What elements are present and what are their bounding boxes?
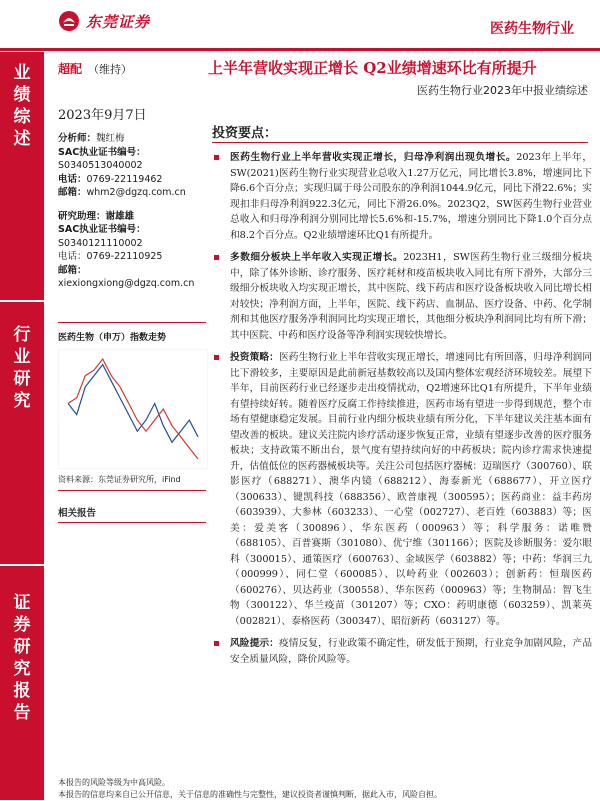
analyst-cert-label: SAC执业证书编号： xyxy=(58,146,146,158)
key-points-title: 投资要点： xyxy=(212,126,278,141)
analyst-info xyxy=(58,132,208,291)
assistant-cert: S0340121110002 xyxy=(58,237,143,249)
band-separator xyxy=(0,564,44,566)
assistant-name: 研究助理：谢雄雄 xyxy=(58,210,135,222)
section-rule xyxy=(58,522,206,523)
report-title: 上半年营收实现正增长 Q2业绩增速环比有所提升 xyxy=(208,59,537,77)
key-point: 风险提示：疫情反复，行业政策不确定性，研发低于预期，行业竞争加剧风险，产品安全质量风险，降价风险等。 xyxy=(212,636,592,667)
key-points-list xyxy=(212,150,592,674)
footer-line: 本报告的信息均来自已公开信息，关于信息的准确性与完整性，建议投资者谨慎判断，据此入市，风险自担。 xyxy=(58,790,442,799)
rating-label: 超配 xyxy=(58,62,83,76)
page-header xyxy=(0,0,600,50)
section-rule xyxy=(58,490,206,491)
band-label-report: 证 券 研 究 报 告 xyxy=(13,593,31,723)
disclaimer-footer xyxy=(58,777,442,801)
assistant-email[interactable]: xiexiongxiong@dgzq.com.cn xyxy=(58,278,195,289)
band-separator xyxy=(0,300,44,302)
analyst-phone-line: 电话：0769-22119462 xyxy=(58,173,163,185)
chart-source: 资料来源：东莞证券研究所，iFind xyxy=(58,475,181,484)
chart-plot xyxy=(58,349,208,469)
band-label-industry: 行 业 研 究 xyxy=(13,325,31,411)
key-point: 医药生物行业上半年营收实现正增长，归母净利润出现负增长。2023年上半年，SW(2021)医药生物行业实现营业总收入1.27万亿元，同比增长3.8%，增速同比下降6.6个百分点；实现归属于母公司股东的净利润1044.9亿元，同比下滑22.6%；实现扣非归母净利润922.3亿元，同比下滑26.0%。2023Q2，SW医药生物行业营业总收入和归母净利润分别同比增长5.6%和-15.7%，增速分别同比下降1.0个百分点和8.2个百分点。Q2业绩增速环比Q1有所提升。 xyxy=(212,150,592,243)
footer-line: 本报告的风险等级为中高风险。 xyxy=(58,778,170,787)
report-date: 2023年9月7日 xyxy=(58,108,147,123)
analyst-email-line: 邮箱：whm2@dgzq.com.cn xyxy=(58,187,186,198)
related-reports-heading: 相关报告 xyxy=(58,508,97,519)
analyst-cert: S0340513040002 xyxy=(58,160,143,171)
key-point: 投资策略：医药生物行业上半年营收实现正增长，增速同比有所回落，归母净利润同比下滑较多，主要原因是此前新冠基数较高以及国内整体宏观经济环境较差。展望下半年，目前医药行业已经逐步走出疫情扰动，Q2增速环比Q1有所提升，下半年业绩有望持续好转。随着医疗反腐工作持续推进，医药市场有望进一步得到规范，整个市场有望健康稳定发展。目前行业内细分板块业绩有所分化，下半年建议关注基本面有望改善的板块。建议关注院内诊疗活动逐步恢复正常，业绩有望逐步改善的医疗服务板块；支持政策不断出台，景气度有望持续向好的中药板块；院内诊疗需求快速提升，估值低位的医药器械板块等。关注公司包括医疗器械：迈瑞医疗（300760）、联影医疗（688271）、澳华内镜（688212）、海泰新光（688677）、开立医疗（300633）、键凯科技（688356）、欧普康视（300595）；医药商业：益丰药房（603939）、大参林（603233）、一心堂（002727）、老百姓（603883）等；医美：爱美客（300896）、华东医药（000963）等；科学服务：诺唯赞（688105）、百普赛斯（301080）、优宁维（301166）；医院及诊断服务：爱尔眼科（300015）、通策医疗（600763）、金域医学（603882）等；中药：华润三九（000999）、同仁堂（600085）、以岭药业（002603）；创新药：恒瑞医药（600276）、贝达药业（300558）、华东医药（000963）等；生物制品：智飞生物（300122）、华兰疫苗（301207）等；CXO：药明康德（603259）、凯莱英（002821）、泰格医药（300347）、昭衍新药（603127）等。 xyxy=(212,350,592,629)
section-rule xyxy=(58,322,206,323)
brand-logo-icon xyxy=(58,10,80,32)
band-label-summary: 业 绩 综 述 xyxy=(13,63,31,149)
analyst-name-line: 分析师：魏红梅 xyxy=(58,133,125,144)
industry-label: 医药生物行业 xyxy=(490,21,574,37)
chart-title: 医药生物（申万）指数走势 xyxy=(58,333,167,343)
bullet-square-icon xyxy=(214,155,219,160)
header-divider xyxy=(0,48,600,51)
assistant-cert-label: SAC执业证书编号： xyxy=(58,224,146,235)
rating xyxy=(58,60,132,77)
brand-name: 东莞证券 xyxy=(86,12,151,31)
left-sidebar-band xyxy=(0,52,44,800)
index-chart xyxy=(58,330,208,480)
rating-sub: （维持） xyxy=(88,63,133,76)
brand-logo xyxy=(58,10,150,32)
key-point: 多数细分板块上半年收入实现正增长。2023H1，SW医药生物行业三级细分板块中，除了体外诊断、诊疗服务、医疗耗材和疫苗板块收入同比有所下滑外，大部分三级细分板块收入均实现正增长，其中医院、线下药店和医疗设备板块收入同比增长相对较快；净利润方面，上半年，医院、线下药店、血制品、医疗设备、中药、化学制剂和其他医疗服务净利润同比均实现正增长，其他细分板块净利润同比均有所下滑；其中医院、中药和医疗设备等净利润实现较快增长。 xyxy=(212,250,592,343)
report-subtitle: 医药生物行业2023年中报业绩综述 xyxy=(417,84,588,97)
bullet-square-icon xyxy=(214,255,219,260)
assistant-phone: 电话：0769-22110925 xyxy=(58,251,163,262)
assistant-email-label: 邮箱： xyxy=(58,264,87,276)
bullet-square-icon xyxy=(214,641,219,646)
bullet-square-icon xyxy=(214,355,219,360)
key-points-rule xyxy=(212,142,588,143)
